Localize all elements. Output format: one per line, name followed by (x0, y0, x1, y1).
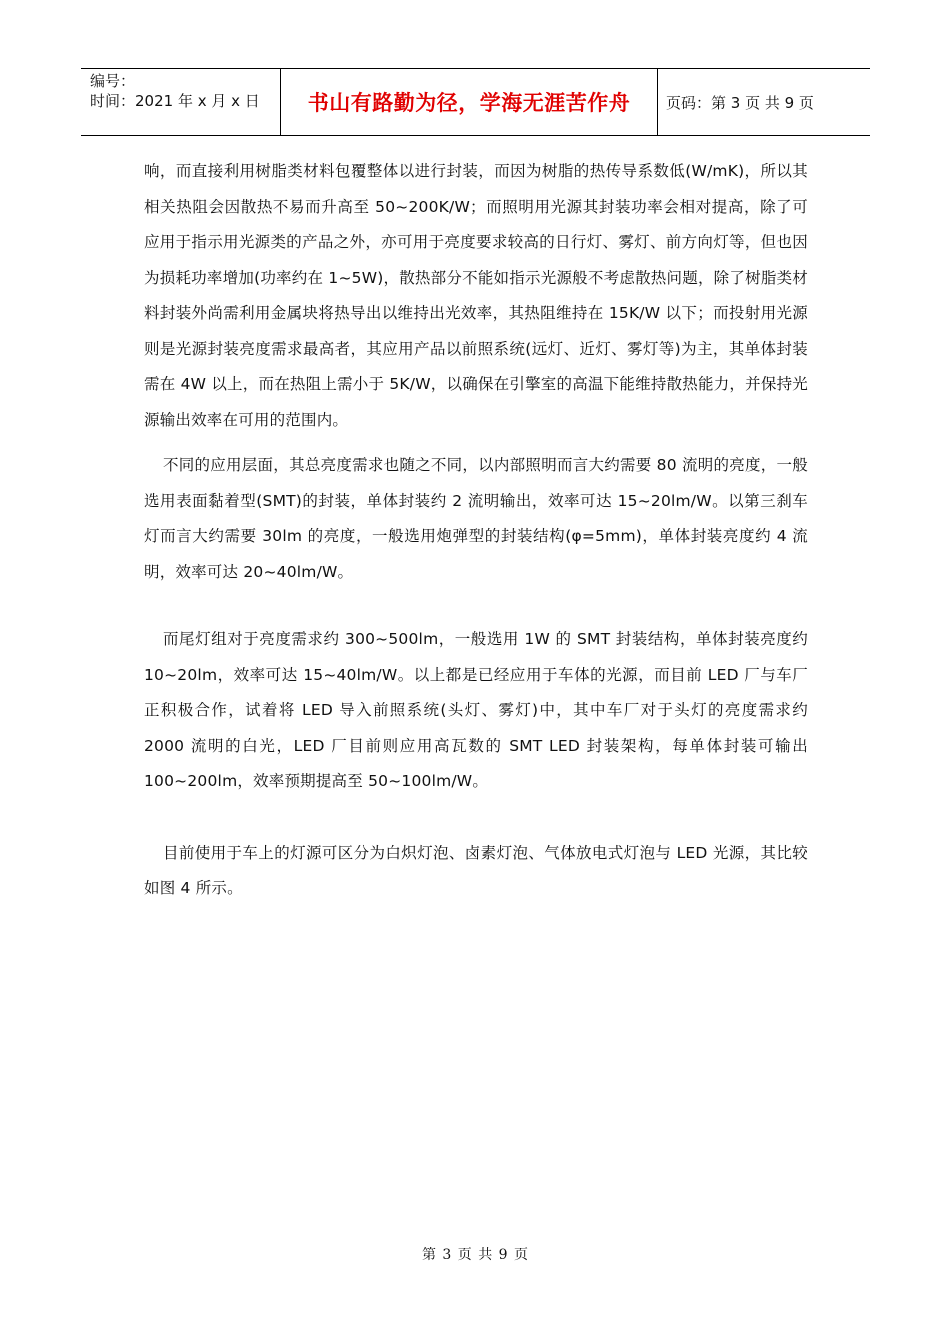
page-footer: 第 3 页 共 9 页 (421, 1247, 529, 1263)
document-date-label: 时间：2021 年 x 月 x 日 (90, 92, 260, 110)
document-number-label: 编号： (90, 72, 136, 90)
document-header (81, 68, 870, 136)
paragraph: 而尾灯组对于亮度需求约 300~500lm，一般选用 1W 的 SMT 封装结构，单体封装亮度约 10~20lm，效率可达 15~40lm/W。以上都是已经应用于车体的光源，而目前 LED 厂与车厂正积极合作，试着将 LED 导入前照系统(头灯、雾灯)中，其中车厂对于头灯的亮度需求约 2000 流明的白光，LED 厂目前则应用高瓦数的 SMT LED 封装架构，每单体封装可输出 100~200lm，效率预期提高至 50~100lm/W。 (144, 630, 808, 790)
paragraph: 目前使用于车上的灯源可区分为白炽灯泡、卤素灯泡、气体放电式灯泡与 LED 光源，其比较如图 4 所示。 (144, 843, 808, 897)
paragraph: 不同的应用层面，其总亮度需求也随之不同，以内部照明而言大约需要 80 流明的亮度，一般选用表面黏着型(SMT)的封装，单体封装约 2 流明输出，效率可达 15~20lm/W。以第三刹车灯而言大约需要 30lm 的亮度，一般选用炮弹型的封装结构(φ=5mm)，单体封装亮度约 4 流明，效率可达 20~40lm/W。 (144, 456, 808, 581)
paragraph: 响，而直接利用树脂类材料包覆整体以进行封装，而因为树脂的热传导系数低(W/mK)，所以其相关热阻会因散热不易而升高至 50~200K/W；而照明用光源其封装功率会相对提高，除了可应用于指示用光源类的产品之外，亦可用于亮度要求较高的日行灯、雾灯、前方向灯等，但也因为损耗功率增加(功率约在 1~5W)，散热部分不能如指示光源般不考虑散热问题，除了树脂类材料封装外尚需利用金属块将热导出以维持出光效率，其热阻维持在 15K/W 以下；而投射用光源则是光源封装亮度需求最高者，其应用产品以前照系统(远灯、近灯、雾灯等)为主，其单体封装需在 4W 以上，而在热阻上需小于 5K/W，以确保在引擎室的高温下能维持散热能力，并保持光源输出效率在可用的范围内。 (144, 162, 808, 429)
header-meta-cell (81, 69, 281, 135)
document-body (144, 154, 808, 907)
header-motto: 书山有路勤为径，学海无涯苦作舟 (307, 91, 631, 115)
header-page-info: 页码：第 3 页 共 9 页 (666, 93, 814, 112)
header-page-cell (658, 69, 870, 135)
header-motto-cell (281, 69, 658, 135)
